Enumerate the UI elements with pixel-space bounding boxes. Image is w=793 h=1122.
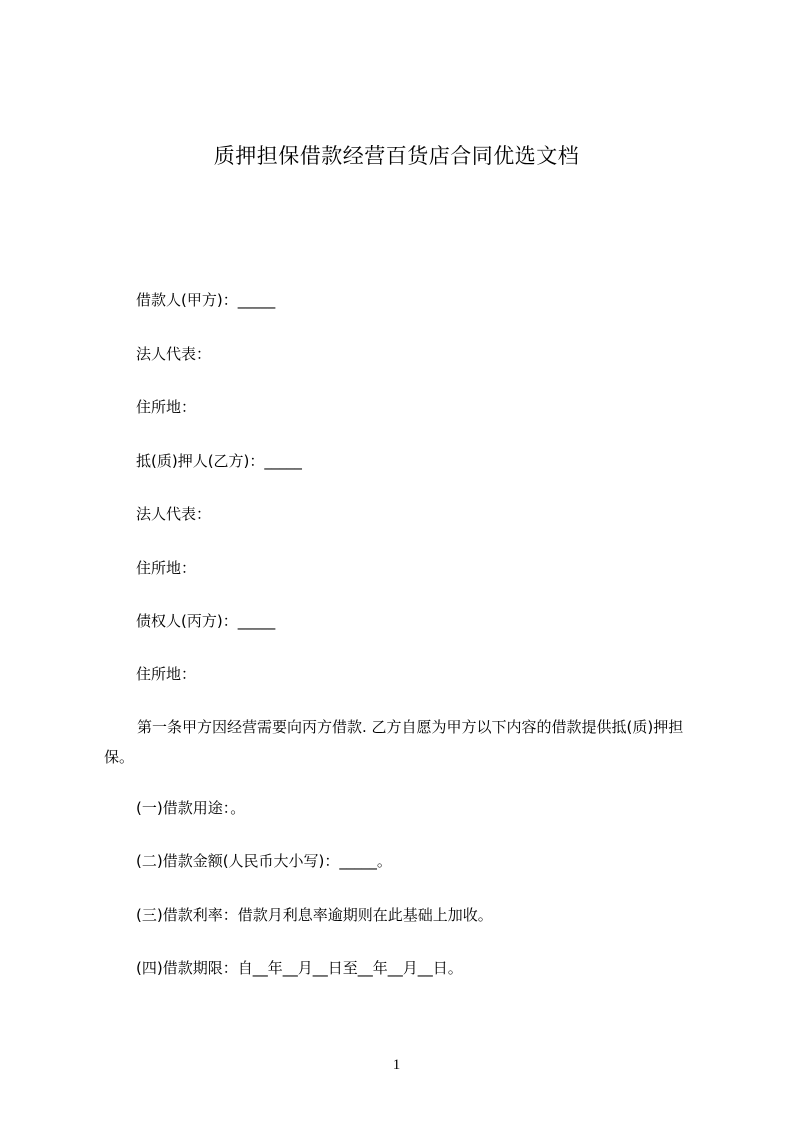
- page-number: 1: [392, 1057, 401, 1073]
- loan-interest-rate-item: (三)借款利率：借款月利息率逾期则在此基础上加收。: [136, 906, 493, 924]
- pledgor-line: 抵(质)押人(乙方)：_____: [136, 452, 302, 470]
- creditor-line: 债权人(丙方)：_____: [136, 612, 276, 630]
- loan-purpose-item: (一)借款用途：。: [136, 799, 246, 817]
- loan-amount-item: (二)借款金额(人民币大小写)：_____。: [136, 852, 392, 870]
- article-one-paragraph: 第一条甲方因经营需要向丙方借款. 乙方自愿为甲方以下内容的借款提供抵(质)押担保。: [104, 718, 684, 766]
- document-title: 质押担保借款经营百货店合同优选文档: [213, 144, 580, 168]
- pledgor-legal-rep-line: 法人代表：: [136, 505, 212, 523]
- creditor-address-line: 住所地：: [136, 665, 197, 683]
- borrower-legal-rep-line: 法人代表：: [136, 345, 212, 363]
- borrower-address-line: 住所地：: [136, 398, 197, 416]
- pledgor-address-line: 住所地：: [136, 559, 197, 577]
- borrower-line: 借款人(甲方)：_____: [136, 291, 276, 309]
- loan-term-item: (四)借款期限：自__年__月__日至__年__月__日。: [136, 959, 463, 977]
